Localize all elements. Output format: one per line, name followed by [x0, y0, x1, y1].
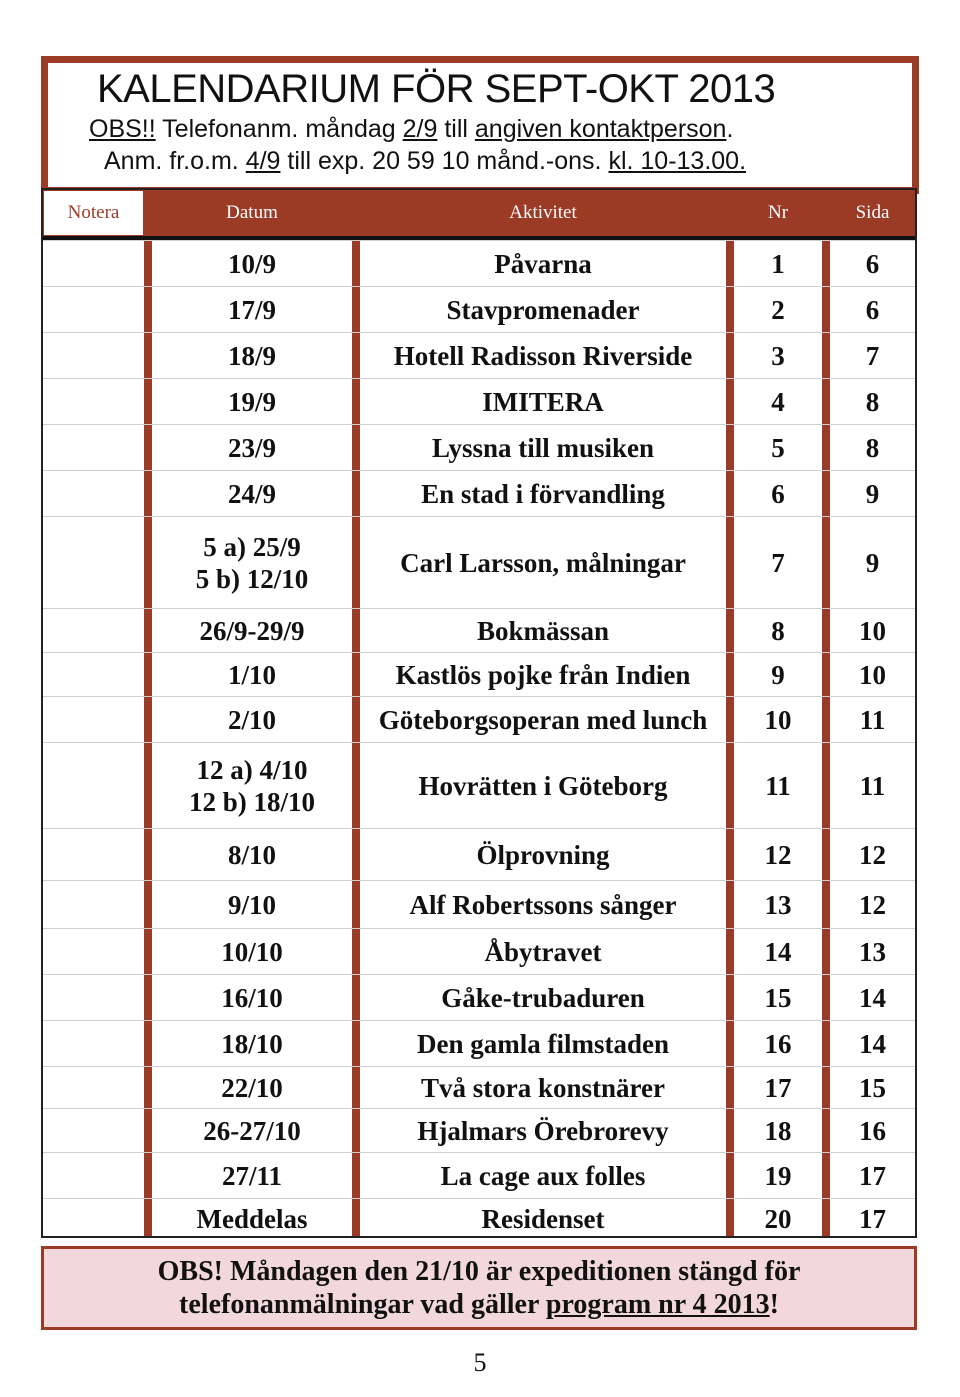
- cell-sida: 13: [859, 937, 886, 967]
- cell-nr: 3: [771, 341, 785, 371]
- cell-nr: 10: [764, 705, 792, 735]
- cell-sida: 11: [859, 771, 886, 801]
- cell-aktivitet: Ölprovning: [476, 840, 610, 870]
- cell-notera: [43, 829, 144, 881]
- cell-aktivitet: Hotell Radisson Riverside: [393, 341, 693, 371]
- cell-aktivitet: Gåke-trubaduren: [441, 983, 645, 1013]
- date-text: 16/10: [221, 983, 283, 1013]
- table-row: [43, 240, 915, 287]
- cell-notera: [43, 697, 144, 743]
- cell-datum: [152, 829, 352, 881]
- table-row: [43, 974, 915, 1021]
- cell-nr: 19: [764, 1161, 792, 1191]
- table-row: [43, 378, 915, 425]
- page-number: 5: [473, 1348, 487, 1377]
- phone-notice-end: .: [726, 115, 734, 143]
- cell-datum: [152, 1067, 352, 1109]
- table-row: [43, 652, 915, 697]
- table-header: [43, 190, 915, 240]
- cell-notera: [43, 1109, 144, 1153]
- cell-notera: [43, 517, 144, 609]
- cell-nr: 16: [764, 1029, 792, 1059]
- cell-notera: [43, 379, 144, 425]
- activity-table: [41, 188, 917, 1238]
- cell-aktivitet: Lyssna till musiken: [431, 433, 655, 463]
- date-text: 19/9: [227, 387, 276, 417]
- header-nr: Nr: [734, 190, 822, 236]
- cell-aktivitet: Påvarna: [494, 249, 592, 279]
- cell-datum: [152, 1199, 352, 1239]
- date-text: 10/9: [227, 249, 276, 279]
- cell-sida: 9: [865, 548, 880, 578]
- cell-notera: [43, 929, 144, 975]
- cell-notera: [43, 743, 144, 829]
- date-text: 8/10: [227, 840, 276, 870]
- header-datum: Datum: [152, 190, 352, 236]
- phone-notice-date: 2/9: [402, 115, 438, 143]
- cell-aktivitet: Residenset: [481, 1204, 605, 1234]
- date-text: 26-27/10: [203, 1116, 301, 1146]
- table-row: [43, 1020, 915, 1067]
- cell-datum: [152, 975, 352, 1021]
- cell-sida: 10: [859, 616, 886, 646]
- cell-sida: 14: [859, 1029, 886, 1059]
- cell-nr: 6: [771, 479, 785, 509]
- cell-notera: [43, 1199, 144, 1239]
- cell-notera: [43, 425, 144, 471]
- table-row: [43, 424, 915, 471]
- date-text: 2/10: [227, 705, 276, 735]
- cell-datum: [152, 517, 352, 609]
- cell-aktivitet: En stad i förvandling: [421, 479, 665, 509]
- cell-notera: [43, 287, 144, 333]
- registration-notice-line: [104, 147, 746, 176]
- date-text: 18/9: [227, 341, 276, 371]
- cell-aktivitet: Hjalmars Örebrorevy: [417, 1116, 669, 1146]
- cell-sida: 8: [865, 387, 880, 417]
- cell-sida: 8: [865, 433, 880, 463]
- date-text: 26/9-29/9: [199, 616, 305, 646]
- cell-sida: 6: [865, 249, 880, 279]
- date-text: 5 a) 25/9: [203, 532, 301, 562]
- date-text: 12 b) 18/10: [188, 787, 315, 817]
- cell-sida: 12: [859, 890, 886, 920]
- phone-notice-text: Telefonanm. måndag: [155, 115, 403, 143]
- page-title: KALENDARIUM FÖR SEPT-OKT 2013: [97, 67, 776, 111]
- date-text: 9/10: [227, 890, 276, 920]
- cell-datum: [152, 287, 352, 333]
- closure-notice-end: !: [769, 1289, 779, 1320]
- cell-datum: [152, 609, 352, 653]
- date-text: 17/9: [227, 295, 276, 325]
- closure-notice: [41, 1246, 917, 1330]
- cell-notera: [43, 609, 144, 653]
- cell-datum: [152, 1021, 352, 1067]
- phone-notice-till: till: [437, 115, 475, 143]
- header-aktivitet: Aktivitet: [360, 190, 726, 236]
- cell-sida: 17: [859, 1161, 886, 1191]
- cell-notera: [43, 881, 144, 929]
- date-text: 22/10: [221, 1073, 283, 1103]
- cell-datum: [152, 881, 352, 929]
- cell-aktivitet: Den gamla filmstaden: [417, 1029, 669, 1059]
- cell-nr: 11: [765, 771, 791, 801]
- cell-nr: 15: [764, 983, 792, 1013]
- cell-datum: [152, 697, 352, 743]
- cell-nr: 1: [771, 249, 785, 279]
- obs-label: OBS!!: [89, 115, 156, 143]
- cell-datum: [152, 743, 352, 829]
- date-text: 24/9: [227, 479, 276, 509]
- cell-nr: 8: [771, 616, 785, 646]
- cell-nr: 7: [771, 548, 785, 578]
- cell-aktivitet: Göteborgsoperan med lunch: [378, 705, 708, 735]
- phone-notice-line: [89, 115, 733, 144]
- cell-datum: [152, 1153, 352, 1199]
- cell-notera: [43, 1067, 144, 1109]
- cell-aktivitet: Hovrätten i Göteborg: [418, 771, 668, 801]
- calendar-header: [41, 56, 919, 194]
- table-row: [43, 516, 915, 609]
- cell-nr: 4: [771, 387, 785, 417]
- closure-notice-line2: [179, 1288, 779, 1321]
- table-row: [43, 696, 915, 743]
- registration-text: Anm. fr.o.m.: [104, 147, 246, 175]
- cell-aktivitet: Alf Robertssons sånger: [409, 890, 677, 920]
- cell-nr: 12: [764, 840, 792, 870]
- cell-notera: [43, 471, 144, 517]
- cell-sida: 7: [865, 341, 880, 371]
- cell-notera: [43, 1021, 144, 1067]
- closure-notice-text: telefonanmälningar vad gäller: [179, 1289, 546, 1320]
- cell-notera: [43, 333, 144, 379]
- registration-phone: till exp. 20 59 10 månd.-ons.: [280, 147, 609, 175]
- cell-aktivitet: Carl Larsson, målningar: [400, 548, 686, 578]
- cell-sida: 6: [865, 295, 880, 325]
- table-row: [43, 608, 915, 653]
- cell-sida: 14: [859, 983, 886, 1013]
- cell-nr: 20: [764, 1204, 792, 1234]
- contact-person-text: angiven kontaktperson: [474, 115, 727, 143]
- date-text: 1/10: [227, 660, 276, 690]
- cell-datum: [152, 653, 352, 697]
- date-text: 18/10: [221, 1029, 283, 1059]
- cell-nr: 5: [771, 433, 785, 463]
- cell-sida: 10: [859, 660, 886, 690]
- table-row: [43, 880, 915, 929]
- date-text: 27/11: [221, 1161, 282, 1191]
- cell-notera: [43, 241, 144, 287]
- cell-sida: 12: [859, 840, 886, 870]
- cell-datum: [152, 425, 352, 471]
- cell-nr: 9: [771, 660, 785, 690]
- table-row: [43, 1198, 915, 1239]
- cell-sida: 15: [859, 1073, 886, 1103]
- table-row: [43, 332, 915, 379]
- date-text: 12 a) 4/10: [196, 755, 308, 785]
- cell-aktivitet: Två stora konstnärer: [420, 1073, 665, 1103]
- header-notera: Notera: [43, 190, 144, 236]
- date-text: 23/9: [227, 433, 276, 463]
- cell-datum: [152, 333, 352, 379]
- date-text: Meddelas: [196, 1204, 308, 1234]
- cell-datum: [152, 471, 352, 517]
- cell-aktivitet: Åbytravet: [484, 937, 602, 967]
- cell-sida: 17: [859, 1204, 886, 1234]
- table-row: [43, 1108, 915, 1153]
- cell-nr: 17: [764, 1073, 792, 1103]
- cell-datum: [152, 1109, 352, 1153]
- cell-nr: 2: [771, 295, 785, 325]
- table-row: [43, 928, 915, 975]
- registration-date: 4/9: [245, 147, 281, 175]
- cell-aktivitet: Bokmässan: [476, 616, 610, 646]
- cell-aktivitet: IMITERA: [482, 387, 604, 417]
- cell-notera: [43, 975, 144, 1021]
- date-text: 5 b) 12/10: [195, 564, 309, 594]
- cell-nr: 13: [764, 890, 792, 920]
- cell-datum: [152, 379, 352, 425]
- table-row: [43, 1066, 915, 1109]
- table-row: [43, 1152, 915, 1199]
- cell-sida: 16: [859, 1116, 886, 1146]
- cell-sida: 9: [865, 479, 880, 509]
- header-sida: Sida: [830, 190, 915, 236]
- table-row: [43, 828, 915, 881]
- cell-aktivitet: Stavpromenader: [446, 295, 640, 325]
- cell-aktivitet: La cage aux folles: [440, 1161, 646, 1191]
- cell-aktivitet: Kastlös pojke från Indien: [395, 660, 691, 690]
- table-row: [43, 742, 915, 829]
- office-hours: kl. 10-13.00.: [608, 147, 747, 175]
- closure-notice-line1: OBS! Måndagen den 21/10 är expeditionen stängd för: [157, 1256, 801, 1287]
- table-row: [43, 286, 915, 333]
- cell-nr: 18: [764, 1116, 792, 1146]
- cell-notera: [43, 653, 144, 697]
- cell-datum: [152, 929, 352, 975]
- cell-nr: 14: [764, 937, 792, 967]
- date-text: 10/10: [221, 937, 283, 967]
- cell-notera: [43, 1153, 144, 1199]
- table-row: [43, 470, 915, 517]
- program-reference: program nr 4 2013: [545, 1289, 770, 1320]
- cell-sida: 11: [859, 705, 886, 735]
- cell-datum: [152, 241, 352, 287]
